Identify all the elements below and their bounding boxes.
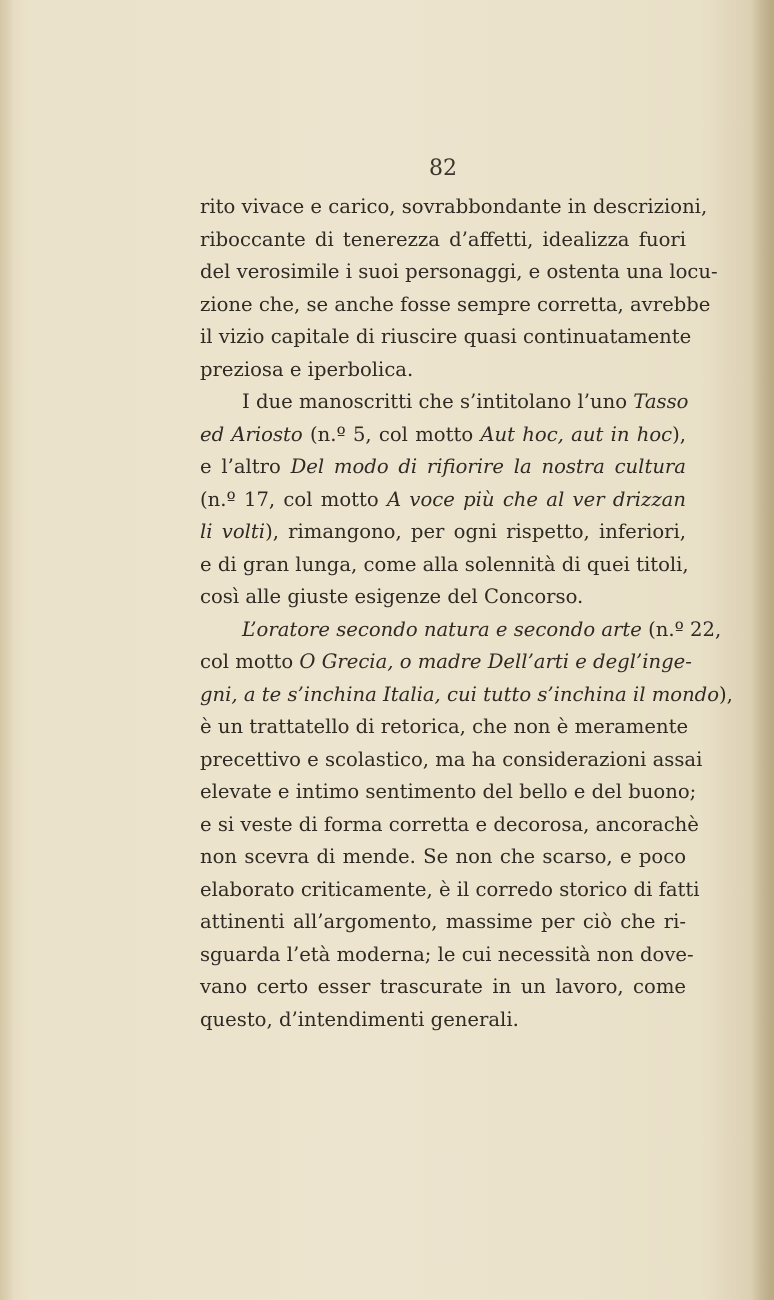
text-run: I due manoscritti che s’intitolano l’uno: [242, 390, 634, 413]
text-run: col motto: [200, 650, 300, 673]
text-line: [200, 419, 686, 452]
text-run: precettivo e scolastico, ma ha considerazioni assai: [200, 747, 703, 771]
text-run: ), rimangono, per ogni rispetto, inferiori,: [265, 520, 686, 543]
text-line: [200, 809, 699, 842]
text-run: vano certo esser trascurate in un lavoro, come: [200, 975, 686, 998]
text-run: e l’altro: [200, 455, 291, 478]
text-run: e di gran lunga, come alla solennità di quei titoli,: [200, 552, 689, 576]
text-line: [200, 321, 692, 354]
italic-text: A voce più che al ver drizzan: [386, 487, 686, 511]
text-line: [200, 256, 718, 289]
text-run: così alle giuste esigenze del Concorso.: [200, 585, 584, 608]
italic-text: Aut hoc, aut in hoc: [480, 422, 673, 446]
text-run: ),: [719, 682, 733, 706]
text-run: preziosa e iperbolica.: [200, 357, 414, 381]
text-line: [200, 581, 686, 614]
text-run: (n.º 22,: [641, 617, 722, 641]
italic-text: gni, a te s’inchina Italia, cui tutto s’inchina il mondo: [200, 682, 720, 706]
text-run: il vizio capitale di riuscire quasi continuatamente: [200, 325, 692, 348]
page-number: 82: [429, 156, 457, 181]
text-line: [200, 451, 686, 484]
body-text: [200, 191, 733, 1036]
text-run: rito vivace e carico, sovrabbondante in descrizioni,: [200, 195, 708, 218]
text-line: [200, 289, 711, 322]
text-line: [200, 776, 697, 809]
text-run: attinenti all’argomento, massime per ciò che ri-: [200, 910, 686, 933]
italic-text: ed Ariosto: [200, 422, 303, 446]
text-line: [200, 841, 686, 874]
text-run: zione che, se anche fosse sempre corretta, avrebbe: [200, 292, 711, 316]
text-run: riboccante di tenerezza d’affetti, idealizza fuori: [200, 227, 686, 251]
text-run: è un trattatello di retorica, che non è meramente: [200, 715, 689, 738]
text-line: [200, 939, 694, 972]
text-line: [200, 906, 686, 939]
italic-text: L’oratore secondo natura e secondo arte: [242, 617, 642, 641]
text-run: elaborato criticamente, è il corredo storico di fatti: [200, 877, 700, 901]
text-line: [200, 516, 686, 549]
text-line: [200, 679, 733, 712]
italic-text: Tasso: [633, 390, 689, 413]
text-line: [200, 191, 708, 224]
italic-text: Del modo di rifiorire la nostra cultura: [290, 455, 686, 478]
text-line: [200, 549, 689, 582]
text-run: non scevra di mende. Se non che scarso, e poco: [200, 845, 686, 868]
text-line: [200, 744, 703, 777]
text-line: [200, 484, 686, 517]
text-run: (n.º 17, col motto: [200, 487, 387, 511]
text-line: [200, 354, 686, 387]
text-run: del verosimile i suoi personaggi, e ostenta una locu-: [200, 260, 718, 283]
text-run: ),: [672, 422, 687, 446]
text-line: [200, 614, 722, 647]
text-line: [200, 1004, 686, 1037]
text-line: [200, 711, 689, 744]
italic-text: li volti: [200, 520, 266, 543]
text-line: [200, 874, 700, 907]
text-line: [200, 224, 686, 257]
text-run: elevate e intimo sentimento del bello e del buono;: [200, 780, 697, 803]
text-line: [200, 646, 692, 679]
text-run: (n.º 5, col motto: [302, 422, 481, 446]
text-line: [200, 386, 689, 419]
text-line: [200, 971, 686, 1004]
text-run: sguarda l’età moderna; le cui necessità non dove-: [200, 942, 694, 966]
text-run: questo, d’intendimenti generali.: [200, 1007, 519, 1031]
text-run: e si veste di forma corretta e decorosa, ancorachè: [200, 812, 699, 836]
italic-text: O Grecia, o madre Dell’arti e degl’inge-: [299, 650, 692, 673]
